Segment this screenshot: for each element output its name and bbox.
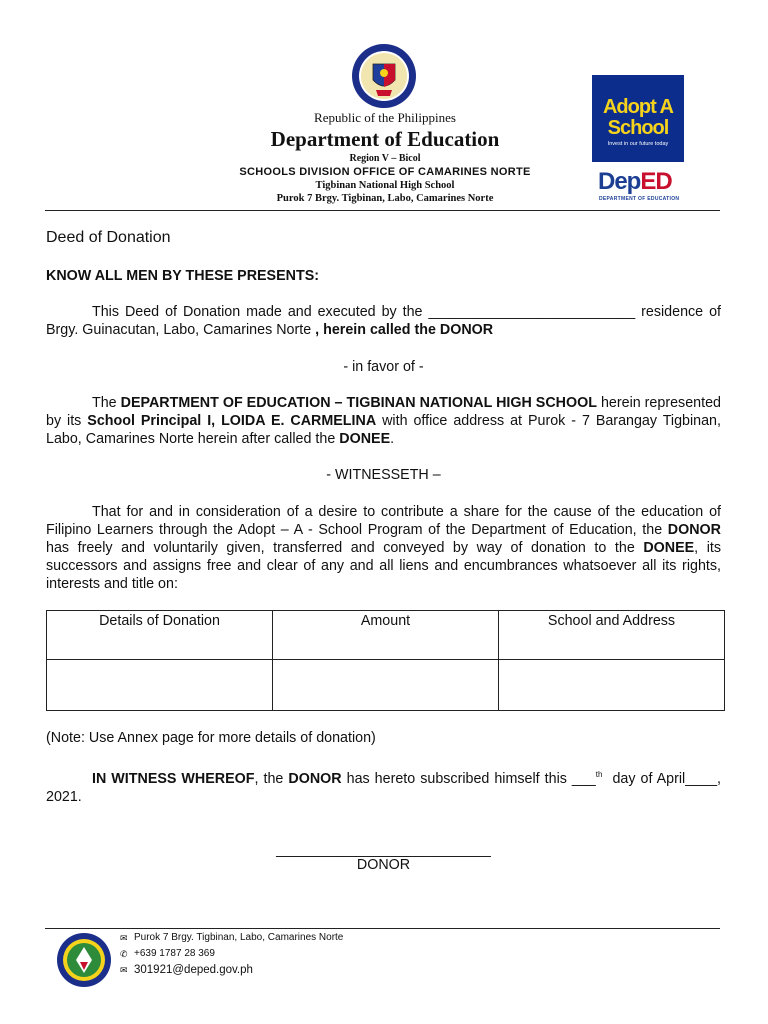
cell-details[interactable] [47,660,273,711]
p3-text-a: That for and in consideration of a desire to contribute a share for the cause of the education of Filipino Learners through the Adopt – A - School Program of the Department of Education, the [46,504,721,538]
paragraph-donee [46,394,721,448]
footer-phone-row [120,946,343,962]
department-title: Department of Education [270,127,500,151]
col-school-address: School and Address [499,611,725,660]
witness-text-c: day of April____, 2021. [46,770,722,805]
document-title: Deed of Donation [46,229,171,246]
witness-text-a: , the [254,770,284,787]
p1-text-c: , herein called the [315,322,436,338]
cell-school-address[interactable] [499,660,725,711]
donation-table [46,610,725,711]
footer-address-row [120,930,343,946]
school-seal-logo [56,932,112,988]
witness-sup: th [595,770,603,779]
footer-address: Purok 7 Brgy. Tigbinan, Labo, Camarines Norte [134,932,344,943]
adopt-tagline: Invest in our future today [607,141,669,147]
signature-line: ___________________________ [276,842,491,858]
deped-word-dep: Dep [598,168,641,195]
p2-donee: DONEE [339,431,391,447]
p2-department: DEPARTMENT OF EDUCATION – TIGBINAN NATIONAL HIGH SCHOOL [120,395,597,411]
col-amount: Amount [273,611,499,660]
envelope-icon: ✉ [120,933,128,943]
deped-sub: DEPARTMENT OF EDUCATION [599,196,680,202]
p1-donor: DONOR [439,322,494,338]
p2-principal: School Principal I, LOIDA E. CARMELINA [87,413,377,429]
paragraph-witness [46,766,721,806]
col-details: Details of Donation [47,611,273,660]
footer-email-row [120,962,343,978]
witness-text-b: has hereto subscribed himself this ___ [346,770,596,787]
deped-seal-logo [343,42,425,110]
p1-text-a: This Deed of Donation made and executed by the [92,304,423,320]
p2-the: The [92,395,117,411]
witness-donor: DONOR [288,770,342,787]
p2-text-a: herein represented by its [46,395,721,429]
header-divider [45,210,720,211]
paragraph-consideration [46,503,721,593]
adopt-line-1: Adopt A [602,96,673,118]
p3-text-c: , its successors and assigns free and clear of any and all liens and encumbrances whatsoever all its rights, interests and title on: [46,540,721,592]
deped-word-ed: ED [640,168,672,195]
division-line: SCHOOLS DIVISION OFFICE OF CAMARINES NORTE [239,166,531,178]
p2-text-b: with office address at Purok - 7 Barangay Tigbinan, Labo, Camarines Norte herein after called the [46,413,721,447]
republic-line: Republic of the Philippines [314,110,456,125]
paragraph-donor [46,303,721,339]
footer-contact [120,930,343,978]
adopt-line-2: School [607,117,669,139]
p3-donor: DONOR [667,522,721,538]
email-icon: ✉ [120,965,128,975]
cell-amount[interactable] [273,660,499,711]
adopt-a-school-logo [592,75,684,162]
region-line: Region V – Bicol [349,153,421,164]
p2-end: . [390,431,395,447]
annex-note: (Note: Use Annex page for more details of donation) [46,730,376,746]
p3-donee: DONEE [643,540,695,556]
footer-divider [45,928,720,929]
school-address-line: Purok 7 Brgy. Tigbinan, Labo, Camarines Norte [276,193,494,204]
phone-icon: ✆ [120,949,128,959]
p1-text-b: residence of Brgy. Guinacutan, Labo, Camarines Norte [46,304,721,338]
deped-logo [598,168,688,204]
witnesseth-line: - WITNESSETH – [326,467,441,483]
footer-phone: +639 1787 28 369 [134,948,215,959]
footer-email[interactable]: 301921@deped.gov.ph [134,964,253,976]
signature-label: DONOR [356,857,411,873]
know-all-heading: KNOW ALL MEN BY THESE PRESENTS: [46,268,319,284]
donor-name-blank: __________________________ [428,304,636,320]
witness-lead: IN WITNESS WHEREOF [92,770,255,787]
letterhead [190,110,580,205]
school-line: Tigbinan National High School [315,180,455,191]
p3-text-b: has freely and voluntarily given, transferred and conveyed by way of donation to the [46,540,635,556]
in-favor-line: - in favor of - [343,359,424,375]
table-row [47,660,725,711]
table-header-row [47,611,725,660]
